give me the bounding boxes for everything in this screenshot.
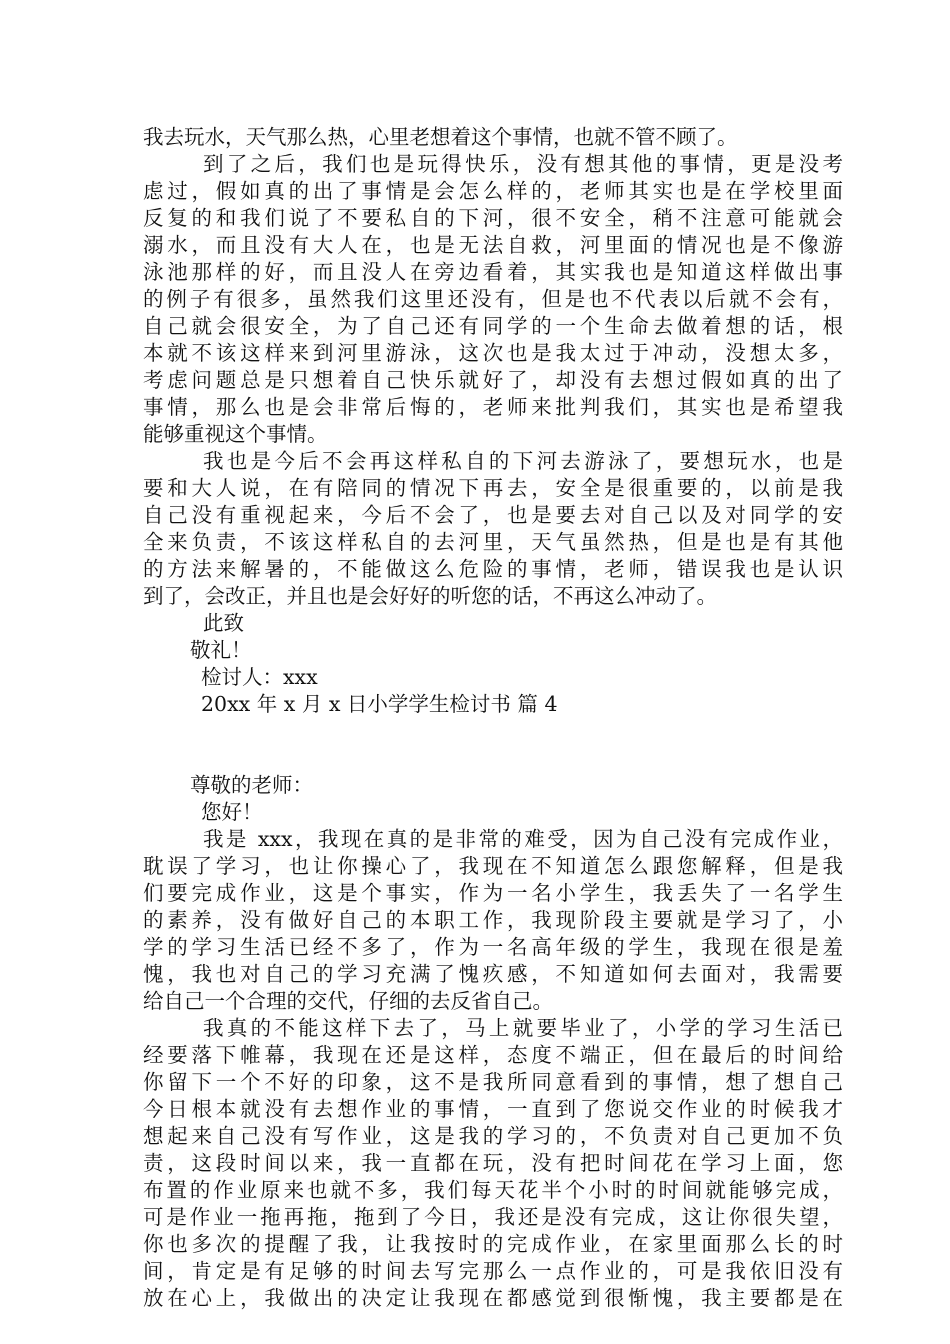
text-line: 本就不该这样来到河里游泳，这次也是我太过于冲动，没想太多， bbox=[143, 341, 843, 365]
paragraph-first-line: 我也是今后不会再这样私自的下河去游泳了，要想玩水，也是 bbox=[203, 449, 843, 473]
text-line: 能够重视这个事情。 bbox=[143, 422, 328, 446]
text-line: 考虑问题总是只想着自己快乐就好了，却没有去想过假如真的出了 bbox=[143, 368, 843, 392]
date-and-section-title: 20xx 年 x 月 x 日小学学生检讨书 篇 4 bbox=[201, 692, 558, 716]
closing-salutation: 此致 bbox=[203, 611, 244, 635]
text-line: 想起来自己没有写作业，这是我的学习的，不负责对自己更加不负 bbox=[143, 1124, 843, 1148]
signature-line: 检讨人：xxx bbox=[201, 665, 318, 689]
text-line: 学的学习生活已经不多了，作为一名高年级的学生，我现在很是羞 bbox=[143, 935, 843, 959]
text-line: 泳池那样的好，而且没人在旁边看着，其实我也是知道这样做出事 bbox=[143, 260, 843, 284]
text-line: 经要落下帷幕，我现在还是这样，态度不端正，但在最后的时间给 bbox=[143, 1043, 843, 1067]
greeting-hello: 您好！ bbox=[201, 800, 263, 824]
text-line: 的方法来解暑的，不能做这么危险的事情，老师，错误我也是认识 bbox=[143, 557, 843, 581]
text-line: 自己没有重视起来，今后不会了，也是要去对自己以及对同学的安 bbox=[143, 503, 843, 527]
text-line: 责，这段时间以来，我一直都在玩，没有把时间花在学习上面，您 bbox=[143, 1151, 843, 1175]
text-line: 给自己一个合理的交代，仔细的去反省自己。 bbox=[143, 989, 553, 1013]
paragraph-first-line: 到了之后，我们也是玩得快乐，没有想其他的事情，更是没考 bbox=[203, 152, 843, 176]
text-line: 事情，那么也是会非常后悔的，老师来批判我们，其实也是希望我 bbox=[143, 395, 843, 419]
text-line: 耽误了学习，也让你操心了，我现在不知道怎么跟您解释，但是我 bbox=[143, 854, 843, 878]
text-line: 间，肯定是有足够的时间去写完那么一点作业的，可是我依旧没有 bbox=[143, 1259, 843, 1283]
text-line: 可是作业一拖再拖，拖到了今日，我还是没有完成，这让你很失望， bbox=[143, 1205, 843, 1229]
text-line: 放在心上，我做出的决定让我现在都感觉到很惭愧，我主要都是在 bbox=[143, 1286, 843, 1310]
text-line: 今日根本就没有去想作业的事情，一直到了您说交作业的时候我才 bbox=[143, 1097, 843, 1121]
text-line: 反复的和我们说了不要私自的下河，很不安全，稍不注意可能就会 bbox=[143, 206, 843, 230]
text-line: 全来负责，不该这样私自的去河里，天气虽然热，但是也是有其他 bbox=[143, 530, 843, 554]
text-line: 自己就会很安全，为了自己还有同学的一个生命去做着想的话，根 bbox=[143, 314, 843, 338]
closing-respect: 敬礼！ bbox=[190, 638, 252, 662]
paragraph-first-line: 我真的不能这样下去了，马上就要毕业了，小学的学习生活已 bbox=[203, 1016, 843, 1040]
text-line: 你也多次的提醒了我，让我按时的完成作业，在家里面那么长的时 bbox=[143, 1232, 843, 1256]
text-line: 布置的作业原来也就不多，我们每天花半个小时的时间就能够完成， bbox=[143, 1178, 843, 1202]
paragraph-first-line: 我是 xxx，我现在真的是非常的难受，因为自己没有完成作业， bbox=[203, 827, 843, 851]
text-line: 们要完成作业，这是个事实，作为一名小学生，我丢失了一名学生 bbox=[143, 881, 843, 905]
text-line: 要和大人说，在有陪同的情况下再去，安全是很重要的，以前是我 bbox=[143, 476, 843, 500]
text-line: 到了，会改正，并且也是会好好的听您的话，不再这么冲动了。 bbox=[143, 584, 717, 608]
text-line: 的例子有很多，虽然我们这里还没有，但是也不代表以后就不会有， bbox=[143, 287, 843, 311]
greeting-recipient: 尊敬的老师： bbox=[190, 773, 313, 797]
text-line: 我去玩水，天气那么热，心里老想着这个事情，也就不管不顾了。 bbox=[143, 125, 738, 149]
text-line: 溺水，而且没有大人在，也是无法自救，河里面的情况也是不像游 bbox=[143, 233, 843, 257]
text-line: 的素养，没有做好自己的本职工作，我现阶段主要就是学习了，小 bbox=[143, 908, 843, 932]
text-line: 你留下一个不好的印象，这不是我所同意看到的事情，想了想自己 bbox=[143, 1070, 843, 1094]
text-line: 虑过，假如真的出了事情是会怎么样的，老师其实也是在学校里面 bbox=[143, 179, 843, 203]
text-line: 愧，我也对自己的学习充满了愧疚感，不知道如何去面对，我需要 bbox=[143, 962, 843, 986]
